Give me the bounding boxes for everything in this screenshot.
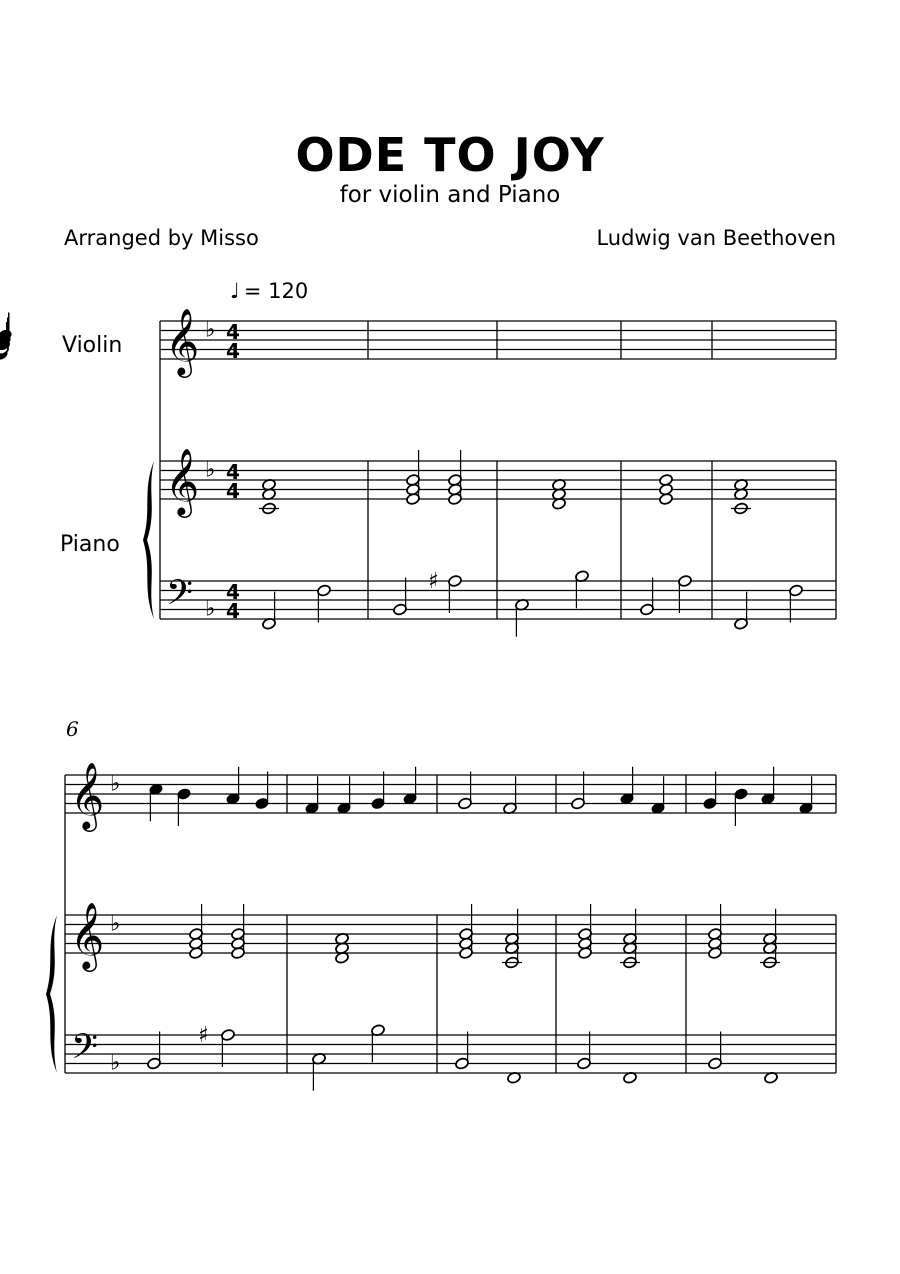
composer-credit: Ludwig van Beethoven bbox=[596, 226, 836, 250]
arranger-credit: Arranged by Misso bbox=[64, 226, 259, 250]
treble-clef-icon: 𝄞 bbox=[70, 761, 105, 829]
key-signature-flat: ♭ bbox=[110, 1050, 121, 1076]
treble-clef-icon: 𝄞 bbox=[70, 901, 105, 969]
bass-clef-icon: 𝄢 bbox=[166, 572, 194, 621]
quarter-note-icon: ♩ bbox=[230, 279, 240, 303]
score-subtitle: for violin and Piano bbox=[339, 182, 561, 208]
piano-brace bbox=[46, 915, 57, 1073]
key-signature-flat: ♭ bbox=[205, 596, 216, 622]
key-signature-flat: ♭ bbox=[205, 457, 216, 483]
treble-clef-icon: 𝄞 bbox=[165, 447, 200, 515]
violin-label: Violin bbox=[62, 333, 123, 358]
sharp-sign: ♯ bbox=[428, 569, 439, 594]
time-signature-top: 4 bbox=[226, 580, 240, 604]
time-signature-bottom: 4 bbox=[226, 479, 240, 503]
score-title: ODE TO JOY bbox=[295, 128, 605, 182]
sharp-sign: ♯ bbox=[198, 1023, 209, 1048]
time-signature-top: 4 bbox=[226, 460, 240, 484]
time-signature-top: 4 bbox=[226, 320, 240, 344]
bass-clef-icon: 𝄢 bbox=[71, 1026, 99, 1075]
key-signature-flat: ♭ bbox=[205, 317, 216, 343]
treble-clef-icon: 𝄞 bbox=[165, 307, 200, 375]
time-signature-bottom: 4 bbox=[226, 339, 240, 363]
note-head bbox=[0, 329, 12, 342]
piano-brace bbox=[143, 461, 154, 619]
piano-label: Piano bbox=[60, 532, 120, 557]
key-signature-flat: ♭ bbox=[110, 771, 121, 797]
note-head bbox=[659, 474, 674, 487]
measure-number: 6 bbox=[66, 717, 79, 741]
tempo-value: = 120 bbox=[243, 279, 309, 303]
key-signature-flat: ♭ bbox=[110, 911, 121, 937]
time-signature-bottom: 4 bbox=[226, 599, 240, 623]
